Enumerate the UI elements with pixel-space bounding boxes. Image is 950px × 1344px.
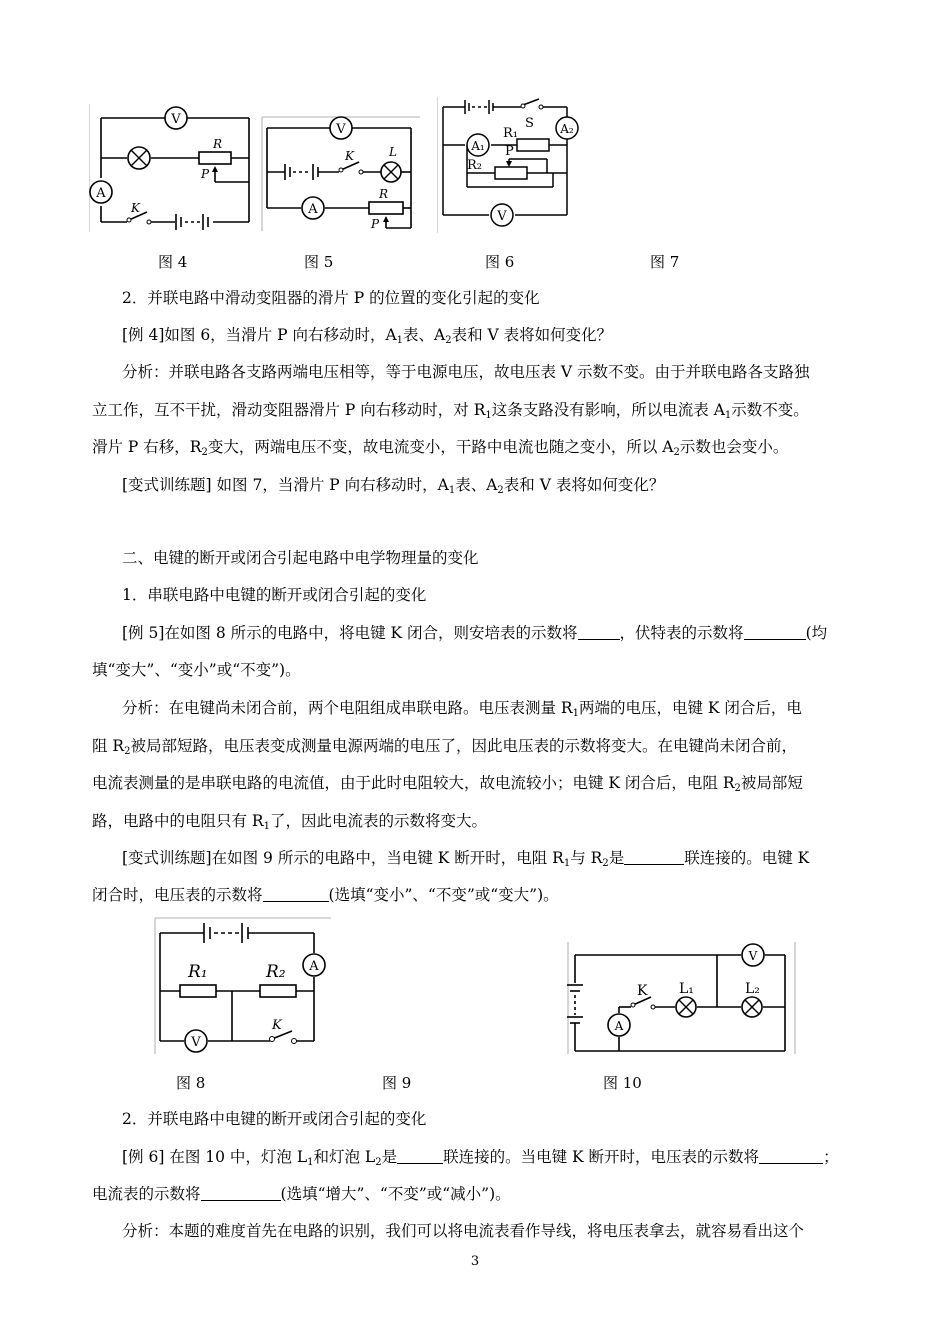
figure-6-caption: 图 6 xyxy=(485,253,515,271)
example-5-question-line-2: 填“变大”、“变小”或“不变”)。 xyxy=(92,661,301,679)
fig6-label-r2: R₂ xyxy=(467,158,482,173)
section-2-1-heading: 1．串联电路中电键的断开或闭合引起的变化 xyxy=(122,586,427,604)
fig5-label-l: L xyxy=(389,145,397,159)
fig10-voltmeter-label: V xyxy=(748,949,758,963)
answer-blank[interactable] xyxy=(201,1184,281,1201)
answer-blank[interactable] xyxy=(578,623,620,640)
fig10-label-l1: L₁ xyxy=(679,981,694,997)
fig5-ammeter-label: A xyxy=(308,202,318,217)
fig8-ammeter-label: A xyxy=(309,959,319,974)
figure-8-circuit xyxy=(154,917,332,1055)
section-2-heading: 二、电键的断开或闭合引起电路中电学物理量的变化 xyxy=(122,549,479,567)
section-2-2-heading: 2．并联电路中电键的断开或闭合引起的变化 xyxy=(122,1110,427,1128)
answer-blank[interactable] xyxy=(759,1147,823,1164)
example-6-question-line-2: 电流表的示数将 (选填“增大”、“不变”或“减小”)。 xyxy=(92,1185,511,1203)
example-6-analysis: 分析：本题的难度首先在电路的识别，我们可以将电流表看作导线，将电压表拿去，就容易看出这个 xyxy=(122,1222,805,1240)
example-5-analysis-line-2: 阻 $R_2$被局部短路，电压表变成测量电源两端的电压了，因此电压表的示数将变大。在电键尚未闭合前， xyxy=(92,737,797,757)
fig6-label-s: S xyxy=(525,116,534,131)
fig10-label-l2: L₂ xyxy=(745,981,760,997)
figure-7-caption: 图 7 xyxy=(650,253,680,271)
answer-blank[interactable] xyxy=(624,848,684,865)
fig4-voltmeter-label: V xyxy=(171,112,181,127)
fig5-voltmeter-label: V xyxy=(336,122,346,137)
example-5-analysis-line-4: 路，电路中的电阻只有 $R_1$了，因此电流表的示数将变大。 xyxy=(92,812,487,832)
figure-9-caption: 图 9 xyxy=(382,1074,412,1092)
example-5-analysis-line-1: 分析：在电键尚未闭合前，两个电阻组成串联电路。电压表测量 $R_1$两端的电压，电键 K 闭合后，电 xyxy=(122,699,802,719)
fig4-ammeter-label: A xyxy=(96,186,106,201)
fig10-ammeter-label: A xyxy=(614,1019,624,1033)
figure-6-circuit xyxy=(437,97,583,233)
example-6-question-line-1: [例 6] 在图 10 中，灯泡 $L_1$和灯泡 $L_2$是 联连接的。当电键 K 断开时，电压表的示数将 ； xyxy=(122,1148,839,1168)
section-1-2-heading: 2．并联电路中滑动变阻器的滑片 P 的位置的变化引起的变化 xyxy=(122,289,540,307)
figure-5-circuit xyxy=(261,116,421,232)
example-4-analysis-line-2: 立工作，互不干扰，滑动变阻器滑片 P 向右移动时，对 $R_1$这条支路没有影响，所以电流表 $A_1$示数不变。 xyxy=(92,401,809,421)
example-4-question: [例 4]如图 6，当滑片 P 向右移动时，$A_1$表、$A_2$表和 V 表将如何变化？ xyxy=(122,326,613,346)
answer-blank[interactable] xyxy=(744,623,806,640)
fig6-ammeter1-label: A₁ xyxy=(471,139,485,153)
fig5-label-p: P xyxy=(371,217,380,231)
example-4-analysis-line-1: 分析：并联电路各支路两端电压相等，等于电源电压，故电压表 V 示数不变。由于并联电路各支路独 xyxy=(122,363,810,381)
fig6-ammeter2-label: A₂ xyxy=(560,122,574,136)
figure-10-caption: 图 10 xyxy=(603,1074,642,1092)
figure-8-caption: 图 8 xyxy=(176,1074,206,1092)
fig10-label-k: K xyxy=(637,983,648,999)
page-number: 3 xyxy=(470,1254,480,1269)
variant-2-question-line-1: [变式训练题]在如图 9 所示的电路中，当电键 K 断开时，电阻 $R_1$与 $R_2$是 联连接的。电键 K xyxy=(122,849,810,869)
example-5-analysis-line-3: 电流表测量的是串联电路的电流值，由于此时电阻较大，故电流较小；电键 K 闭合后，电阻 $R_2$被局部短 xyxy=(92,774,803,794)
variant-2-question-line-2: 闭合时，电压表的示数将 (选填“变小”、“不变”或“变大”)。 xyxy=(92,886,559,904)
fig4-label-k: K xyxy=(131,201,140,215)
fig6-label-p: P xyxy=(505,144,514,159)
example-4-analysis-line-3: 滑片 P 右移，$R_2$变大，两端电压不变，故电流变小，干路中电流也随之变小，所以 $A_2$示数也会变小。 xyxy=(92,438,789,458)
fig6-label-r1: R₁ xyxy=(503,126,518,141)
fig8-label-r1: R₁ xyxy=(188,962,208,982)
fig4-label-p: P xyxy=(201,167,210,181)
fig5-label-r: R xyxy=(379,187,389,201)
fig8-label-k: K xyxy=(272,1018,282,1033)
fig5-label-k: K xyxy=(345,149,354,163)
figure-4-circuit xyxy=(89,104,257,232)
fig8-voltmeter-label: V xyxy=(191,1035,201,1050)
figure-4-caption: 图 4 xyxy=(158,253,188,271)
fig6-voltmeter-label: V xyxy=(497,209,507,224)
answer-blank[interactable] xyxy=(397,1147,443,1164)
fig4-label-r: R xyxy=(213,137,223,151)
figure-5-caption: 图 5 xyxy=(304,253,334,271)
example-5-question-line-1: [例 5]在如图 8 所示的电路中，将电键 K 闭合，则安培表的示数将 ，伏特表的示数将 (均 xyxy=(122,624,828,642)
variant-1-question: [变式训练题] 如图 7，当滑片 P 向右移动时，$A_1$表、$A_2$表和 V 表将如何变化？ xyxy=(122,476,665,496)
fig8-label-r2: R₂ xyxy=(266,962,286,982)
figure-10-circuit xyxy=(567,941,797,1055)
answer-blank[interactable] xyxy=(263,885,329,902)
